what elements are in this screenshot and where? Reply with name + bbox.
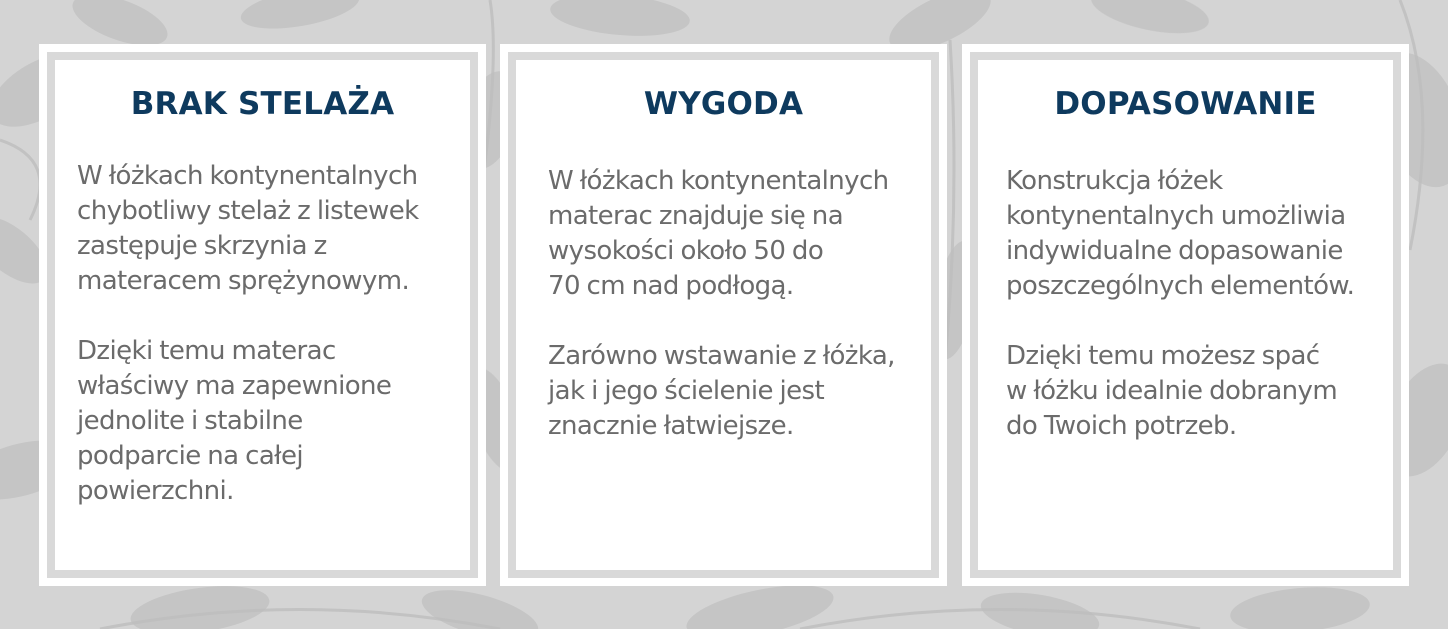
card-frame <box>970 52 1401 578</box>
card-title: BRAK STELAŻA <box>130 86 395 122</box>
card-title: DOPASOWANIE <box>1054 86 1317 122</box>
card-frame <box>47 52 478 578</box>
card-dopasowanie <box>962 44 1409 586</box>
card-frame <box>508 52 939 578</box>
card-body <box>516 60 931 570</box>
card-body <box>978 60 1393 570</box>
card-brak-stelaza <box>39 44 486 586</box>
card-body <box>55 60 470 570</box>
card-text <box>548 164 895 444</box>
card-paragraph: W łóżkach kontynentalnych chybotliwy stelaż z listewek zastępuje skrzynia z materacem sprężynowym. <box>77 161 419 296</box>
card-paragraph: Dzięki temu możesz spać w łóżku idealnie dobranym do Twoich potrzeb. <box>1006 341 1338 441</box>
card-text <box>1006 164 1354 444</box>
card-title: WYGODA <box>643 86 804 122</box>
card-paragraph: Zarówno wstawanie z łóżka, jak i jego ścielenie jest znacznie łatwiejsze. <box>548 341 895 441</box>
card-paragraph: W łóżkach kontynentalnych materac znajduje się na wysokości około 50 do 70 cm nad podłogą. <box>548 166 889 301</box>
card-wygoda <box>500 44 947 586</box>
card-paragraph: Dzięki temu materac właściwy ma zapewnione jednolite i stabilne podparcie na całej powierzchni. <box>77 336 392 506</box>
card-text <box>77 159 419 509</box>
card-paragraph: Konstrukcja łóżek kontynentalnych umożliwia indywidualne dopasowanie poszczególnych elementów. <box>1006 166 1355 301</box>
